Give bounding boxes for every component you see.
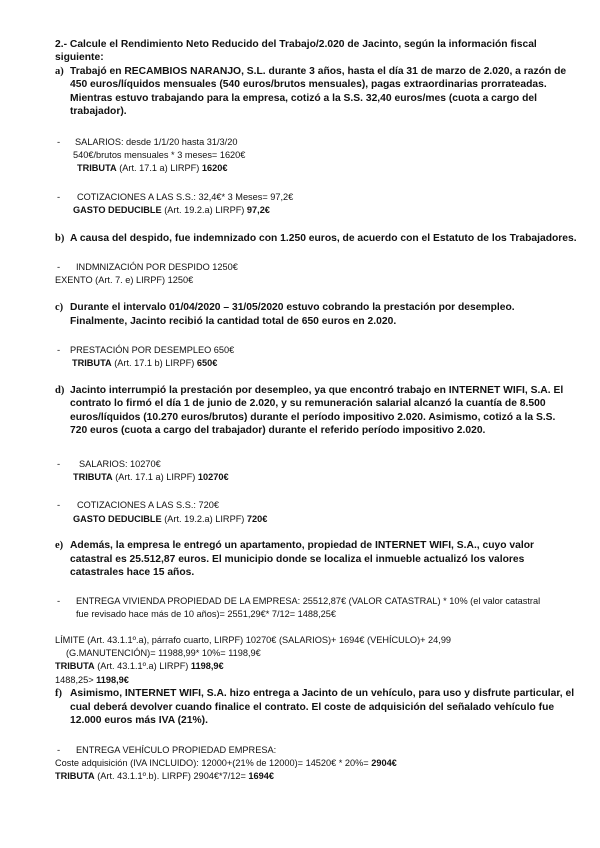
- exercise-title-line-2: siguiente:: [55, 52, 104, 63]
- indemnizacion-line-2: EXENTO (Art. 7. e) LIRPF) 1250€: [55, 275, 194, 285]
- indemnizacion-line-1: INDMNIZACIÓN POR DESPIDO 1250€: [76, 262, 238, 272]
- section-f-label: f): [55, 688, 62, 699]
- section-e-line-2: catastral es 25.512,87 euros. El municipio donde se localiza el inmueble actualizó los valores: [70, 554, 525, 565]
- salarios-a-line-2: 540€/brutos mensuales * 3 meses= 1620€: [73, 150, 246, 160]
- section-f-line-2: cual deberá devolver cuando finalice el contrato. El coste de adquisición del señalado vehículo fue: [70, 702, 555, 713]
- vehiculo-line-2: Coste adquisición (IVA INCLUIDO): 12000+(21% de 12000)= 14520€ * 20%= 2904€: [55, 758, 397, 768]
- section-f-line-1: Asimismo, INTERNET WIFI, S.A. hizo entrega a Jacinto de un vehículo, para uso y disfrute particular, el: [70, 688, 575, 699]
- vivienda-line-2: fue revisado hace más de 10 años)= 2551,29€* 7/12= 1488,25€: [76, 609, 336, 619]
- section-f-line-3: 12.000 euros más IVA (21%).: [70, 715, 208, 726]
- section-a-line-1: Trabajó en RECAMBIOS NARANJO, S.L. durante 3 años, hasta el día 31 de marzo de 2.020, a razón de: [70, 66, 567, 77]
- vehiculo-line-3: TRIBUTA (Art. 43.1.1º.b). LIRPF) 2904€*7/12= 1694€: [55, 771, 274, 781]
- vivienda-line-1: ENTREGA VIVIENDA PROPIEDAD DE LA EMPRESA: 25512,87€ (VALOR CATASTRAL) * 10% (el valor catastral: [76, 596, 541, 606]
- section-c-line-2: Finalmente, Jacinto recibió la cantidad total de 650 euros en 2.020.: [70, 316, 397, 327]
- section-a-label: a): [55, 66, 64, 77]
- vehiculo-line-1: ENTREGA VEHÍCULO PROPIEDAD EMPRESA:: [76, 745, 277, 755]
- cotizaciones-d-line-2: GASTO DEDUCIBLE (Art. 19.2.a) LIRPF) 720€: [73, 514, 268, 524]
- comparison-line: 1488,25> 1198,9€: [55, 675, 129, 685]
- section-c-line-1: Durante el intervalo 01/04/2020 – 31/05/2020 estuvo cobrando la prestación por desempleo.: [70, 302, 515, 313]
- bullet-dash: -: [57, 745, 61, 756]
- salarios-d-line-1: SALARIOS: 10270€: [79, 459, 161, 469]
- section-e-line-1: Además, la empresa le entregó un apartamento, propiedad de INTERNET WIFI, S.A., cuyo valor: [70, 540, 535, 551]
- prestacion-line-2: TRIBUTA (Art. 17.1 b) LIRPF) 650€: [72, 358, 218, 368]
- limite-line-2: (G.MANUTENCIÓN)= 11988,99* 10%= 1198,9€: [66, 648, 261, 658]
- salarios-a-line-3: TRIBUTA (Art. 17.1 a) LIRPF) 1620€: [77, 163, 228, 173]
- bullet-dash: -: [57, 459, 61, 470]
- bullet-dash: -: [57, 137, 61, 148]
- section-e-line-3: catastrales hace 15 años.: [70, 567, 195, 578]
- tributa-e-line: TRIBUTA (Art. 43.1.1º.a) LIRPF) 1198,9€: [55, 661, 224, 671]
- section-b-label: b): [55, 233, 65, 244]
- salarios-d-line-2: TRIBUTA (Art. 17.1 a) LIRPF) 10270€: [73, 472, 229, 482]
- cotizaciones-a-line-2: GASTO DEDUCIBLE (Art. 19.2.a) LIRPF) 97,2€: [73, 205, 270, 215]
- prestacion-line-1: PRESTACIÓN POR DESEMPLEO 650€: [70, 345, 235, 355]
- cotizaciones-d-line-1: COTIZACIONES A LAS S.S.: 720€: [77, 500, 219, 510]
- section-a-line-4: trabajador).: [70, 106, 127, 117]
- section-e-label: e): [55, 540, 64, 551]
- section-a-line-3: Mientras estuvo trabajando para la empresa, cotizó a la S.S. 32,40 euros/mes (cuota a cargo del: [70, 93, 537, 104]
- section-d-label: d): [55, 385, 65, 396]
- section-d-line-3: euros/líquidos (10.270 euros/brutos) durante el período impositivo 2.020. Asimismo, cotizó a la S.S.: [70, 412, 556, 423]
- salarios-a-line-1: SALARIOS: desde 1/1/20 hasta 31/3/20: [75, 137, 238, 147]
- cotizaciones-a-line-1: COTIZACIONES A LAS S.S.: 32,4€* 3 Meses= 97,2€: [77, 192, 294, 202]
- section-d-line-2: contrato lo firmó el día 1 de junio de 2.020, y su remuneración salarial alcanzó la cuantía de 8.500: [70, 398, 546, 409]
- section-a-line-2: 450 euros/líquidos mensuales (540 euros/brutos mensuales), pagas extraordinarias prorrateadas.: [70, 79, 547, 90]
- exercise-title-line-1: 2.- Calcule el Rendimiento Neto Reducido del Trabajo/2.020 de Jacinto, según la información fiscal: [55, 39, 537, 50]
- limite-line-1: LÍMITE (Art. 43.1.1º.a), párrafo cuarto, LIRPF) 10270€ (SALARIOS)+ 1694€ (VEHÍCULO)+ 24,99: [55, 635, 452, 645]
- bullet-dash: -: [57, 596, 61, 607]
- section-d-line-1: Jacinto interrumpió la prestación por desempleo, ya que encontró trabajo en INTERNET WIFI, S.A. El: [70, 385, 564, 396]
- bullet-dash: -: [57, 192, 61, 203]
- bullet-dash: -: [57, 500, 61, 511]
- section-b-line: A causa del despido, fue indemnizado con 1.250 euros, de acuerdo con el Estatuto de los Trabajadores.: [70, 233, 577, 244]
- bullet-dash: -: [57, 262, 61, 273]
- section-d-line-4: 720 euros (cuota a cargo del trabajador) durante el referido período impositivo 2.020.: [70, 425, 486, 436]
- section-c-label: c): [55, 302, 64, 313]
- bullet-dash: -: [57, 345, 61, 356]
